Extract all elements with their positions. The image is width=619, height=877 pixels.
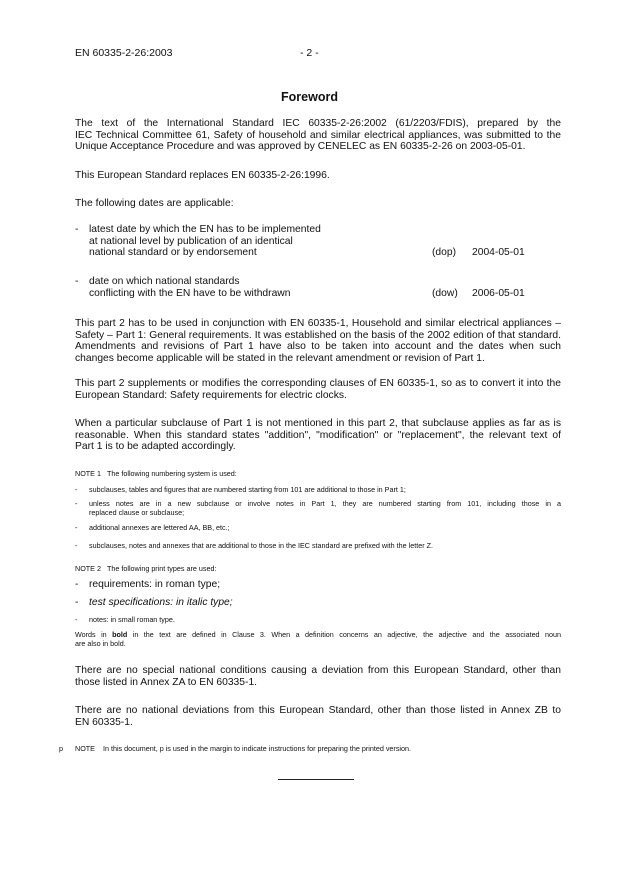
page: EN 60335-2-26:2003 - 2 - Foreword The text of the International Standard IEC 60335-2-26:2002 (61/2203/FDIS), prepared by the IEC Technical Committee 61, Safety of household and similar electrical appliances, was submitted to the Unique Acceptance Procedure and was approved by CENELEC as EN 60335-2-26 on 2003-05-01. This European Standard replaces EN 60335-2-26:1996. The following dates are applicable: - latest date by which the EN has to be implemented at national level by publication of an identical national standard or by endorsement (dop) 2004-05-01 - date on which national standards conflicting with the EN have to be withdrawn (dow) 2006-05-01 This part 2 has to be used in conjunction with EN 60335-1, Household and similar electrical appliances – Safety – Part 1: General requirements. It was established on the basis of the 2002 edition of that standard. Amendments and revisions of Part 1 have also to be taken into account and the dates when such changes become applicable will be stated in the relevant amendment or revision of Part 1. This part 2 supplements or modifies the corresponding clauses of EN 60335-1, so as to convert it into the European Standard: Safety requirements for electric clocks. When a particular subclause of Part 1 is not mentioned in this part 2, that subclause applies as far as is reasonable. When this standard states "addition", "modification" or "replacement", the relevant text of Part 1 is to be adapted accordingly. NOTE 1 The following numbering system is used: - subclauses, tables and figures that are numbered starting from 101 are additional to those in Part 1; - unless notes are in a new subclause or involve notes in Part 1, they are numbered starting from 101, including those in a replaced clause or subclause; - additional annexes are lettered AA, BB, etc.; - subclauses, notes and annexes that are additional to those in the IEC standard are prefixed with the letter Z. NOTE 2 The following print types are used: - requirements: in roman type; - test specifications: in italic type; - notes: in small roman type. Words in bold in the text are defined in Clause 3. When a definition concerns an adjective, the adjective and the associated noun are also in bold. There are no special national conditions causing a deviation from this European Standard, other than those listed in Annex ZA to EN 60335-1. There are no national deviations from this European Standard, other than those listed in Annex ZB to EN 60335-1. p NOTE In this document, p is used in the margin to indicate instructions for preparing the printed version.: [0, 0, 619, 877]
text-line: date on which national standards: [89, 276, 240, 287]
paragraph-special-conditions: [75, 665, 561, 688]
text-line: subclauses, notes and annexes that are additional to those in the IEC standard are prefixed with the letter Z.: [89, 541, 434, 550]
text-line: national standard or by endorsement: [89, 247, 257, 259]
paragraph-subclause: [75, 418, 561, 453]
bold-definition-note: [75, 630, 561, 648]
date-item-dop: [0, 224, 619, 264]
paragraph-supplements: [75, 378, 561, 401]
print-type-small: - notes: in small roman type.: [75, 615, 561, 624]
list-dash: -: [75, 224, 79, 235]
text-line: This part 2 supplements or modifies the corresponding clauses of EN 60335-1, so as to convert it into the: [75, 378, 561, 389]
text-line: notes: in small roman type.: [89, 615, 175, 624]
text-line: When a particular subclause of Part 1 is not mentioned in this part 2, that subclause applies as far as is: [75, 418, 561, 429]
note-label: NOTE: [75, 744, 95, 753]
note-label: NOTE 1: [75, 469, 101, 478]
margin-marker: p: [59, 744, 63, 753]
note-1-item: - unless notes are in a new subclause or involve notes in Part 1, they are numbered starting from 101, including those in a replaced clause or subclause;: [75, 499, 561, 517]
text-line: those listed in Annex ZA to EN 60335-1.: [75, 676, 258, 688]
text-line: replaced clause or subclause;: [89, 508, 185, 517]
note-1-item: - additional annexes are lettered AA, BB, etc.;: [75, 523, 561, 532]
text-line: requirements: in roman type;: [89, 579, 221, 590]
text-line: Unique Acceptance Procedure and was approved by CENELEC as EN 60335-2-26 on 2003-05-01.: [75, 141, 526, 153]
text-fragment: in the text are defined in Clause 3. When a definition concerns an adjective, the adjective and the associated noun: [127, 630, 561, 639]
note-text: In this document, p is used in the margin to indicate instructions for preparing the printed version.: [102, 744, 411, 753]
text-line: test specifications: in italic type;: [89, 597, 233, 608]
paragraph-dates-intro: The following dates are applicable:: [75, 198, 234, 209]
text-line: changes become applicable will be stated in the relevant amendment or revision of Part 1.: [75, 352, 485, 364]
date-item-dow: [0, 276, 619, 302]
text-line: are also in bold.: [75, 639, 126, 648]
text-line: additional annexes are lettered AA, BB, etc.;: [89, 523, 230, 532]
note-intro: The following print types are used:: [106, 564, 217, 573]
date-value: 2004-05-01: [472, 247, 525, 258]
paragraph-replaces: This European Standard replaces EN 60335-2-26:1996.: [75, 170, 330, 181]
text-line: IEC Technical Committee 61, Safety of household and similar electrical appliances, was submitted to the: [75, 129, 561, 141]
text-line: There are no national deviations from this European Standard, other than those listed in Annex ZB to: [75, 705, 561, 716]
note-intro: The following numbering system is used:: [106, 469, 237, 478]
note-2-heading: [75, 564, 561, 573]
text-line: subclauses, tables and figures that are numbered starting from 101 are additional to those in Part 1;: [89, 485, 406, 494]
text-line: EN 60335-1.: [75, 716, 133, 728]
text-line: latest date by which the EN has to be implemented: [89, 224, 321, 235]
margin-note: [75, 744, 561, 753]
note-1-item: - subclauses, notes and annexes that are additional to those in the IEC standard are prefixed with the letter Z.: [75, 541, 561, 550]
text-line: Part 1 is to be adapted accordingly.: [75, 441, 236, 453]
page-title: Foreword: [281, 90, 338, 104]
text-fragment: Words in: [75, 630, 113, 639]
paragraph-intro: [75, 118, 561, 153]
text-line: at national level by publication of an identical: [89, 235, 293, 247]
date-code: (dop): [432, 247, 457, 258]
document-id: EN 60335-2-26:2003: [75, 47, 173, 59]
text-line: European Standard: Safety requirements for electric clocks.: [75, 389, 347, 401]
date-code: (dow): [432, 288, 458, 299]
list-dash: -: [75, 276, 79, 287]
note-label: NOTE 2: [75, 564, 101, 573]
note-1-item: - subclauses, tables and figures that are numbered starting from 101 are additional to those in Part 1;: [75, 485, 561, 494]
closing-rule: [278, 779, 354, 780]
text-line: This part 2 has to be used in conjunction with EN 60335-1, Household and similar electrical appliances –: [75, 318, 561, 329]
date-value: 2006-05-01: [472, 288, 525, 299]
text-line: unless notes are in a new subclause or involve notes in Part 1, they are numbered starting from 101, including those in a: [89, 499, 561, 508]
page-number: - 2 -: [300, 47, 319, 59]
text-line: Safety – Part 1: General requirements. It was established on the basis of the 2002 edition of that standard.: [75, 329, 561, 341]
text-line: Amendments and revisions of Part 1 have also to be taken into account and the dates when such: [75, 341, 561, 353]
text-line: reasonable. When this standard states "addition", "modification" or "replacement", the relevant text of: [75, 429, 561, 441]
bold-word: bold: [112, 630, 128, 639]
paragraph-national-deviations: [75, 705, 561, 728]
text-line: There are no special national conditions causing a deviation from this European Standard, other than: [75, 665, 561, 676]
text-line: The text of the International Standard IEC 60335-2-26:2002 (61/2203/FDIS), prepared by the: [75, 118, 561, 129]
text-line: conflicting with the EN have to be withdrawn: [89, 287, 291, 299]
paragraph-part1: [75, 318, 561, 364]
note-1-heading: [75, 469, 561, 478]
